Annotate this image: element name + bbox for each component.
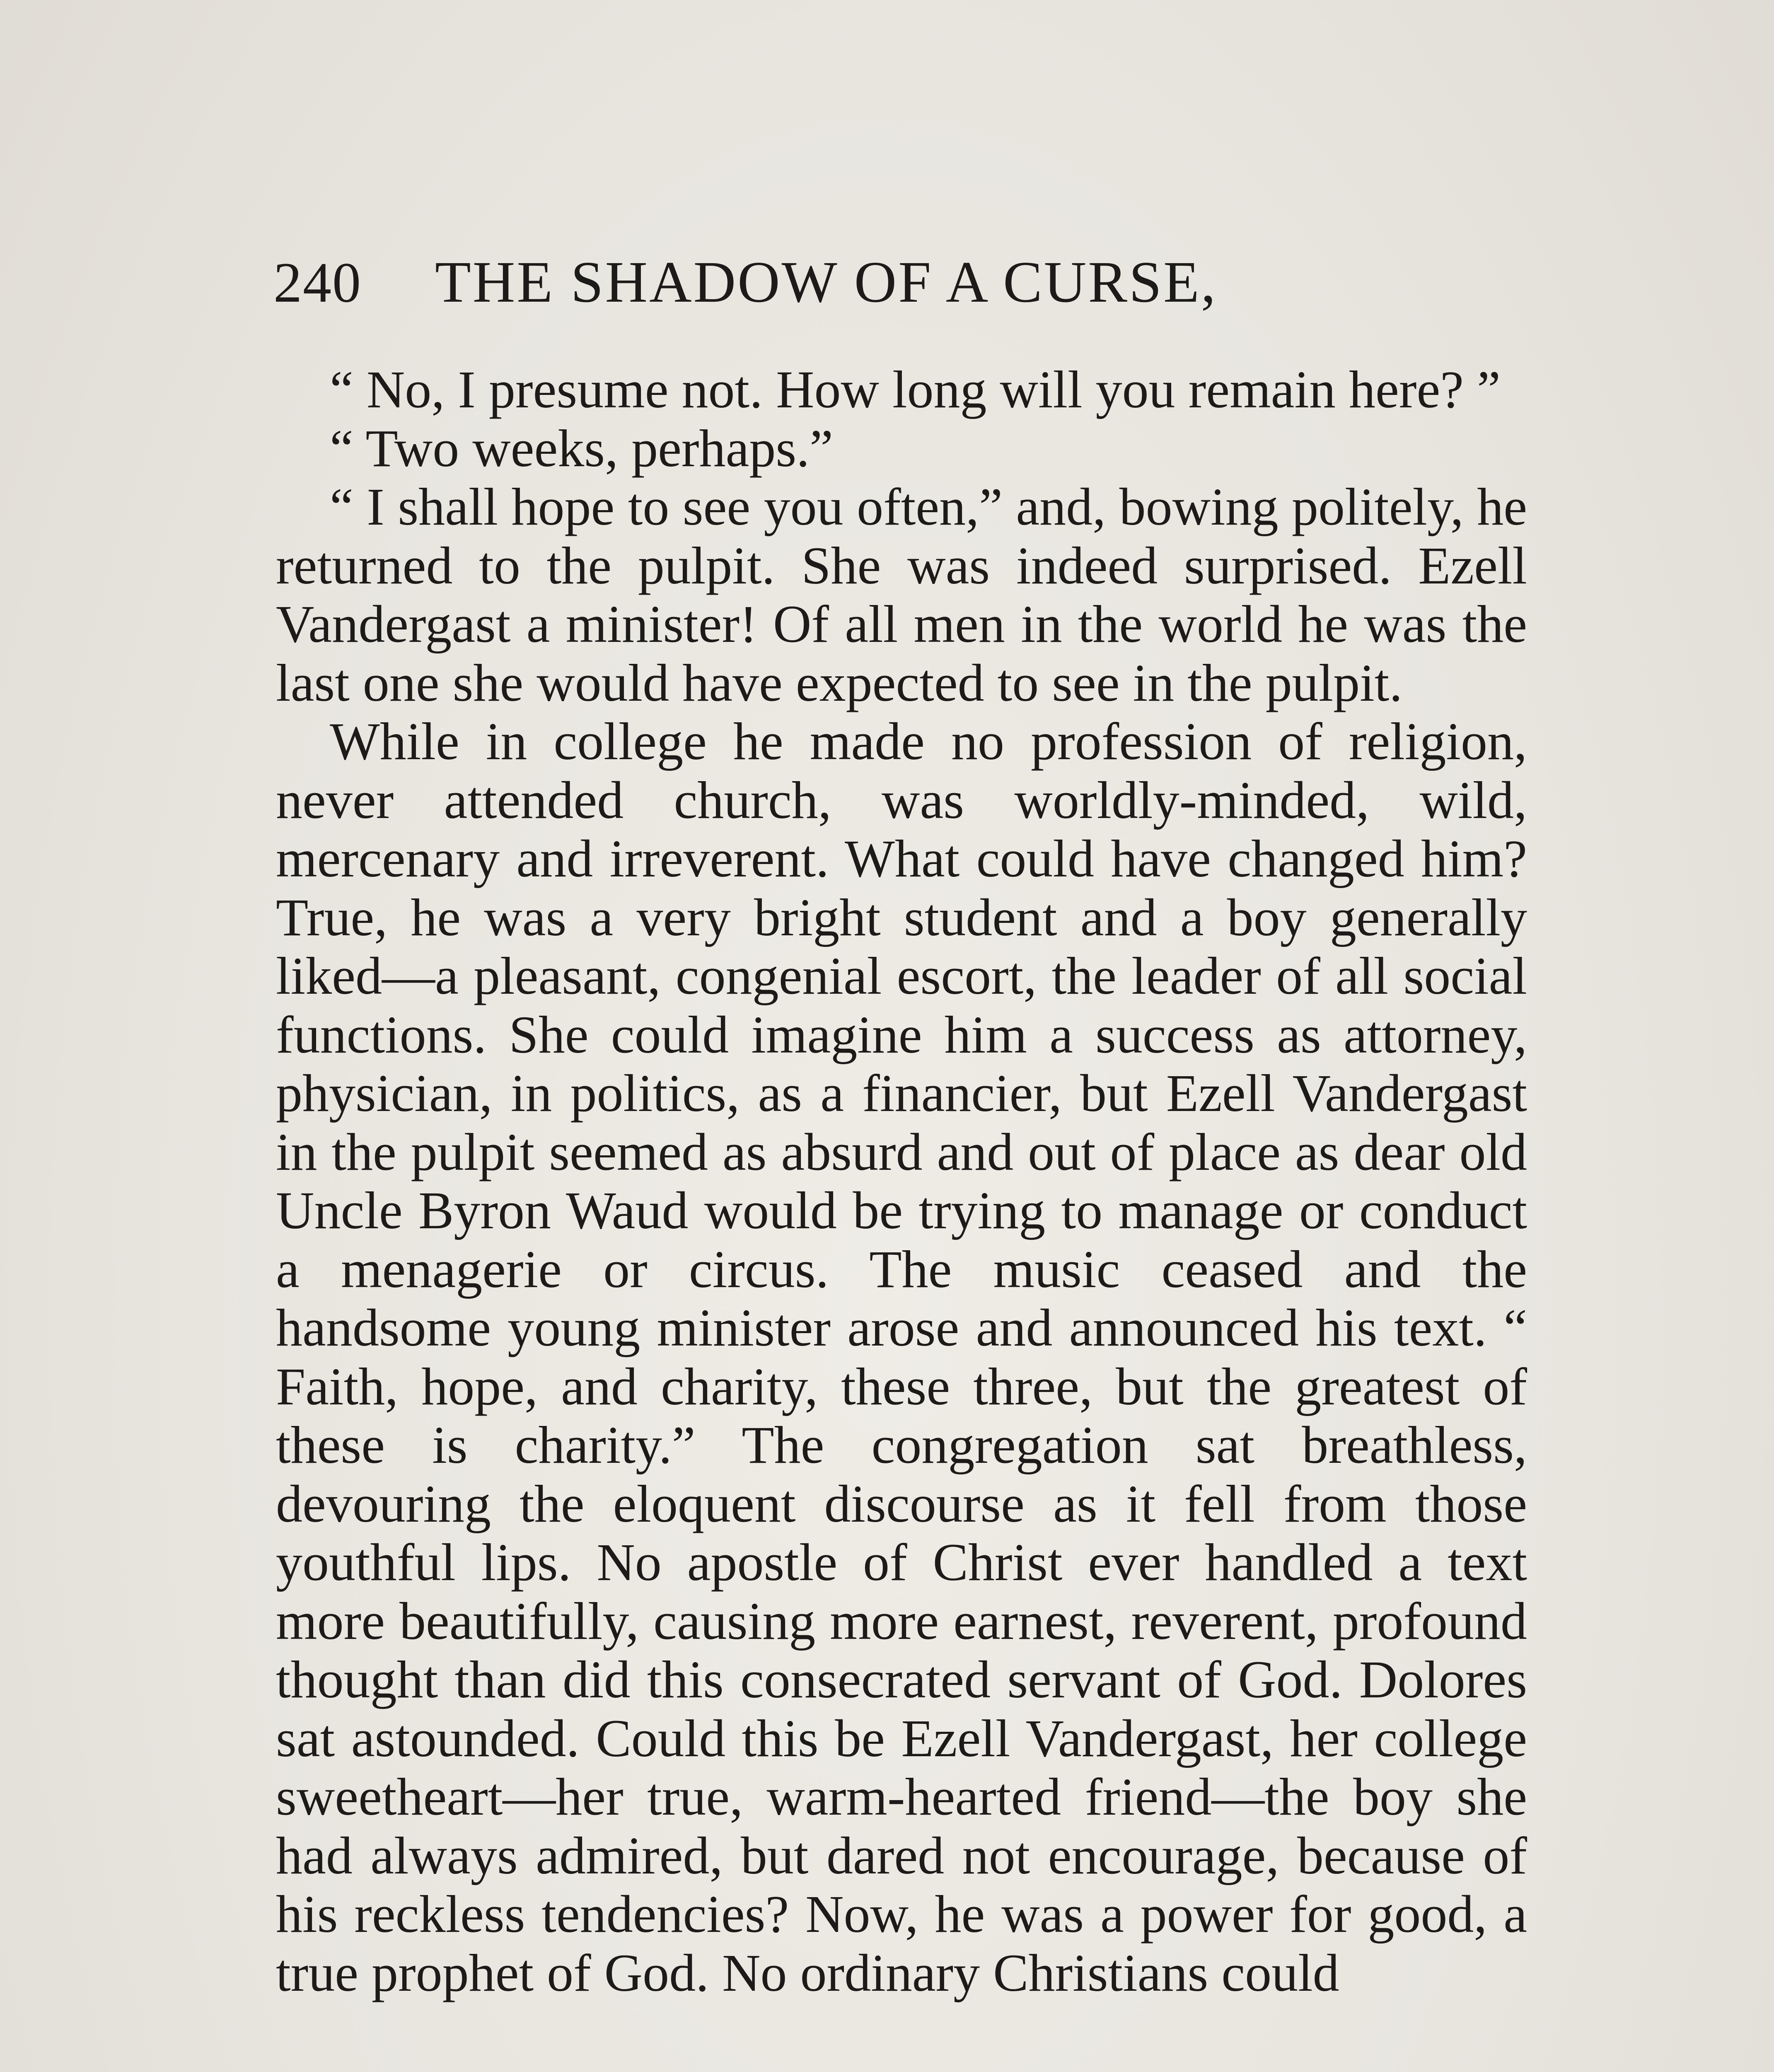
body-text: [276, 361, 1527, 2002]
page-number: 240: [273, 251, 362, 314]
paragraph: While in college he made no profession of religion, never attended church, was worldly-minded, wild, mercenary and irreverent. What could have changed him? True, he was a very bright student and a boy generally liked—a pleasant, congenial escort, the leader of all social functions. She could imagine him a success as attorney, physician, in politics, as a financier, but Ezell Vandergast in the pulpit seemed as absurd and out of place as dear old Uncle Byron Waud would be trying to manage or conduct a menagerie or circus. The music ceased and the handsome young minister arose and announced his text. “ Faith, hope, and charity, these three, but the greatest of these is charity.” The congregation sat breathless, devouring the eloquent discourse as it fell from those youthful lips. No apostle of Christ ever handled a text more beautifully, causing more earnest, reverent, profound thought than did this consecrated servant of God. Dolores sat astounded. Could this be Ezell Vandergast, her college sweetheart—her true, warm-hearted friend—the boy she had always admired, but dared not encourage, because of his reckless tendencies? Now, he was a power for good, a true prophet of God. No ordinary Christians could: [276, 712, 1527, 2002]
paragraph: “ No, I presume not. How long will you remain here? ”: [330, 360, 1501, 419]
running-title: THE SHADOW OF A CURSE,: [435, 249, 1218, 315]
paragraph: “ Two weeks, perhaps.”: [330, 419, 833, 478]
running-head: [273, 240, 1529, 323]
paragraph: “ I shall hope to see you often,” and, bowing politely, he returned to the pulpit. She was indeed surprised. Ezell Vandergast a minister! Of all men in the world he was the last one she would have expected to see in the pulpit.: [276, 477, 1527, 712]
